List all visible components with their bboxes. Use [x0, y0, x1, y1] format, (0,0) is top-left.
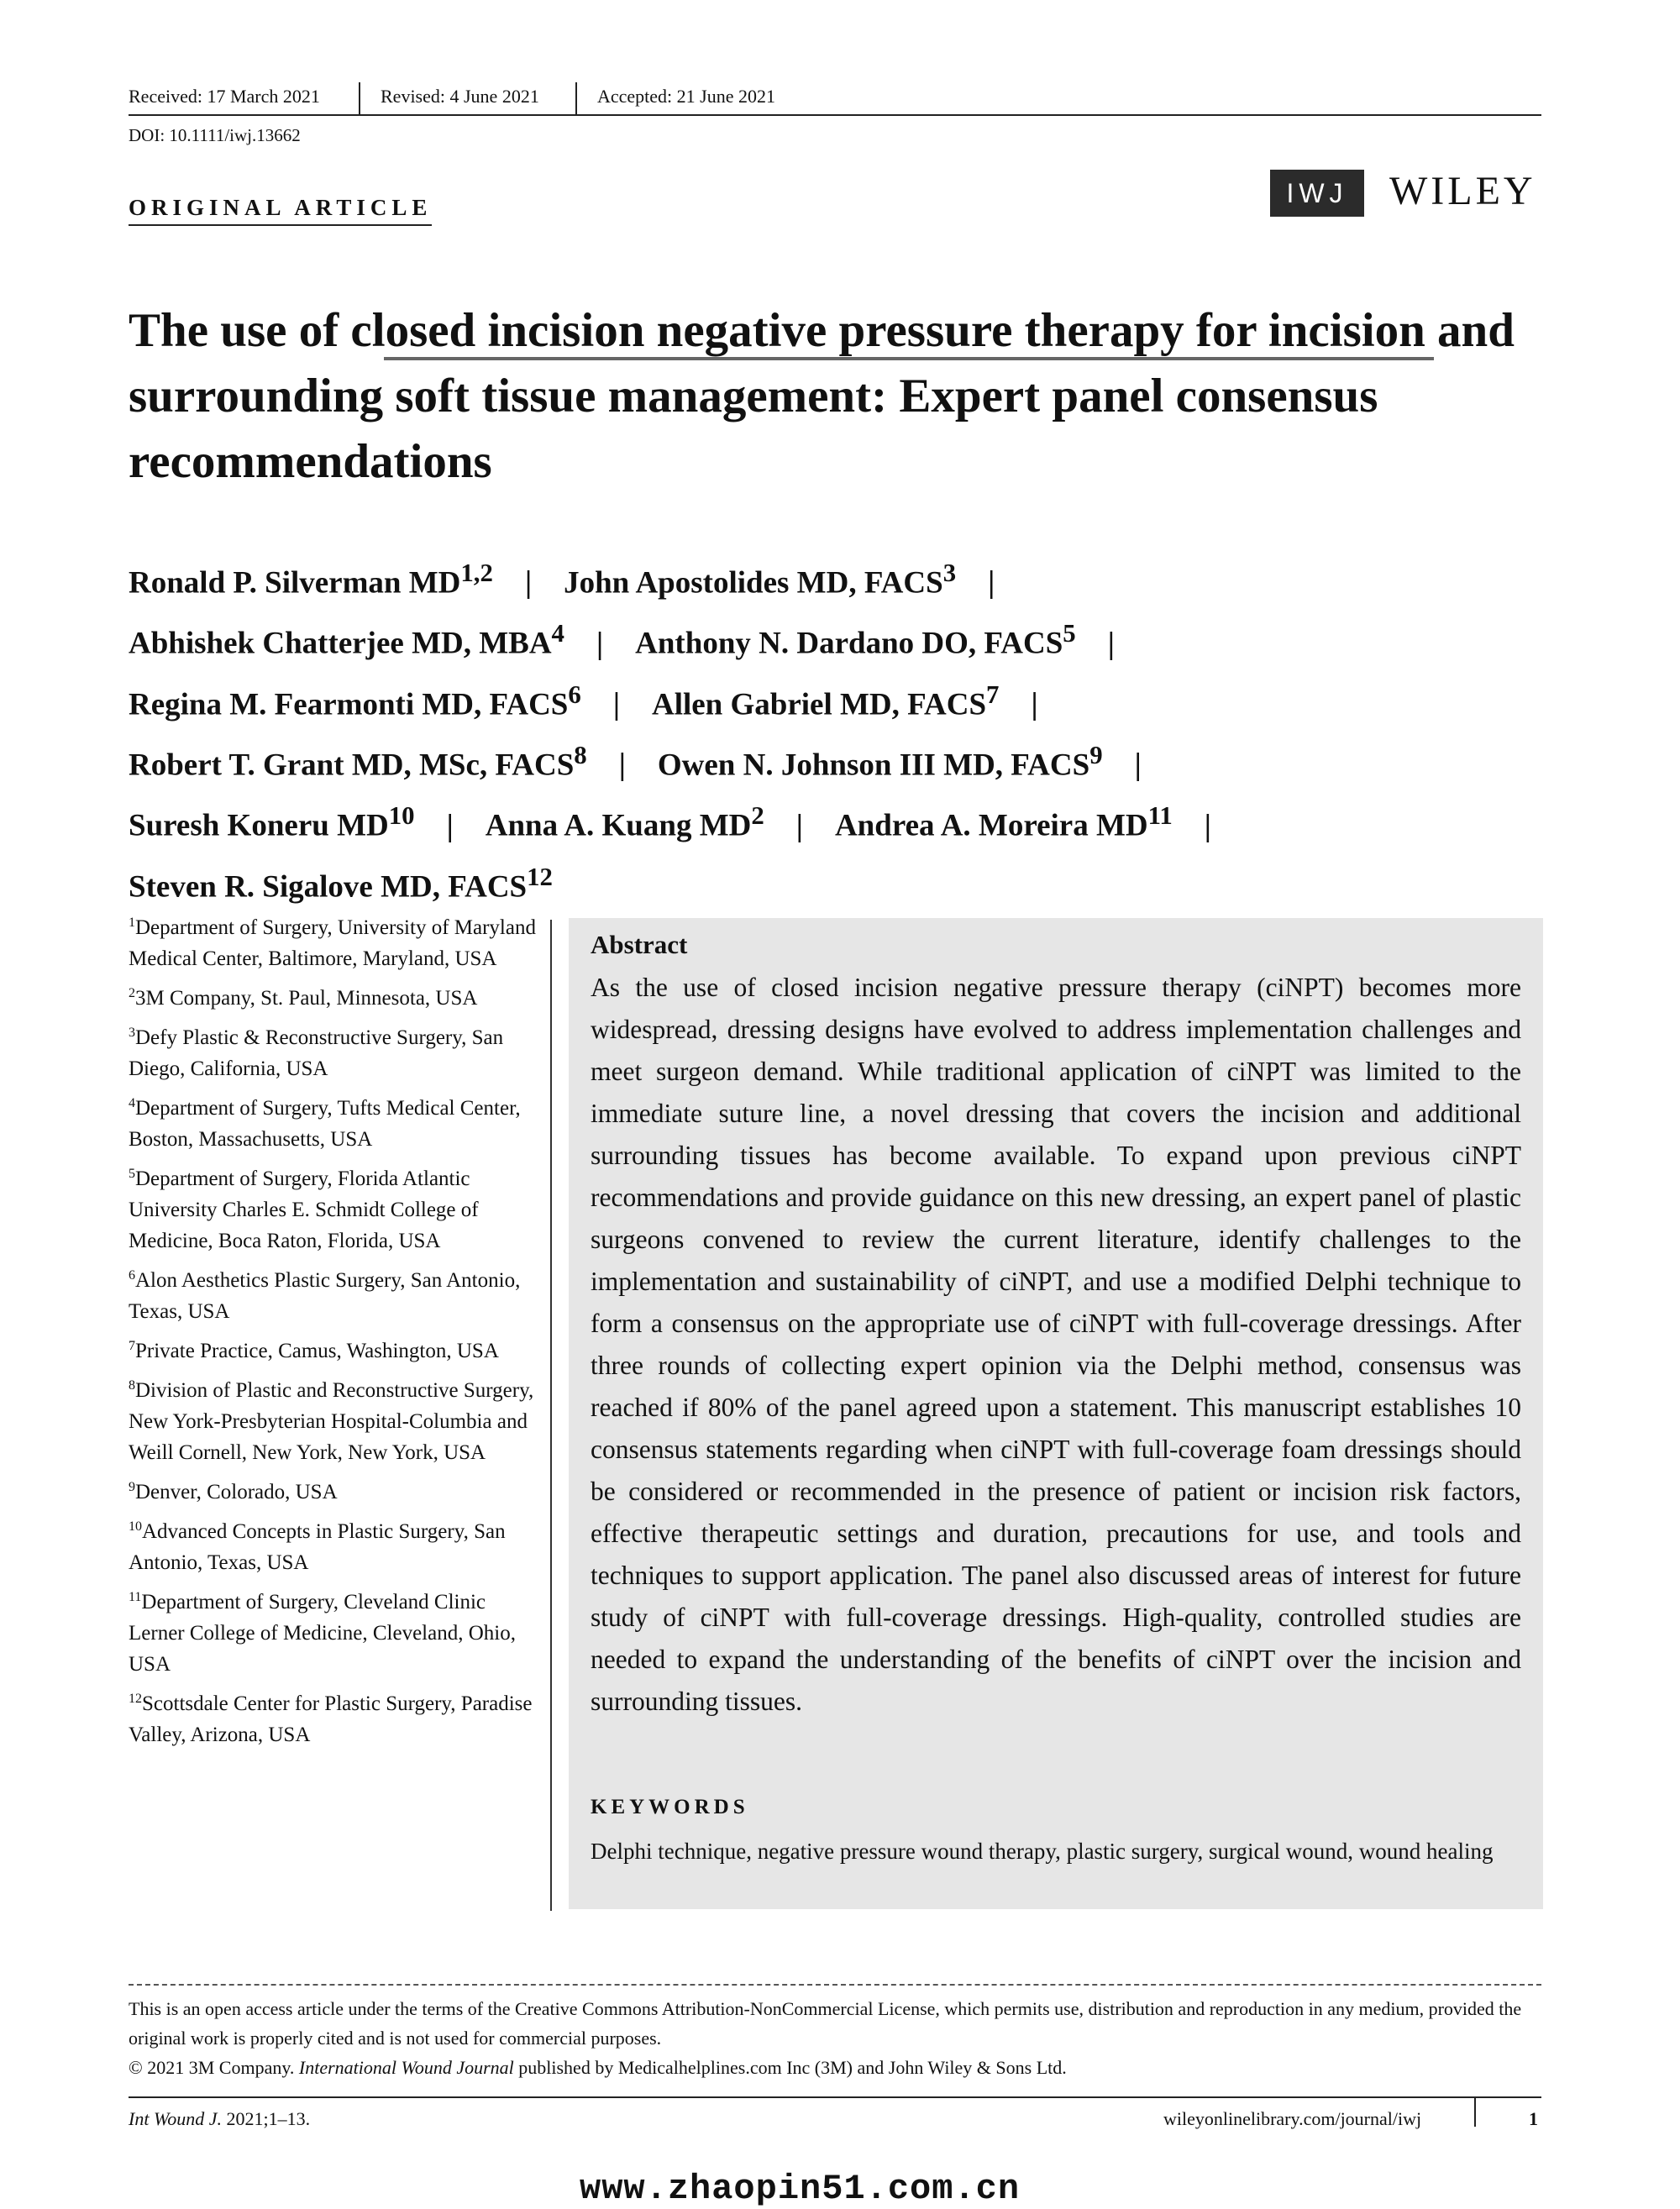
wiley-logo: WILEY [1389, 169, 1536, 213]
license-notice [129, 1994, 1541, 2082]
author-separator: | [1134, 748, 1142, 783]
footer-divider [1474, 2098, 1476, 2127]
author-affiliation-ref: 2 [751, 801, 764, 831]
author-name: Regina M. Fearmonti MD, FACS [129, 686, 569, 721]
author-separator: | [612, 686, 620, 721]
affiliation-number: 10 [129, 1519, 142, 1534]
author-separator: | [1031, 686, 1038, 721]
author-name: Anthony N. Dardano DO, FACS [635, 626, 1063, 661]
author-line [129, 608, 1557, 669]
article-title: The use of closed incision negative pressure therapy for incision and surrounding soft tissue management: Expert panel consensus recommendations [129, 304, 1515, 488]
author-separator: | [618, 748, 626, 783]
author-separator: | [524, 565, 533, 601]
affiliation-text: Advanced Concepts in Plastic Surgery, San Antonio, Texas, USA [129, 1520, 506, 1574]
author-separator: | [1107, 626, 1115, 661]
author-affiliation-ref: 1,2 [460, 559, 493, 587]
author-list [129, 548, 1557, 912]
author-separator: | [795, 808, 803, 843]
author-name: Owen N. Johnson III MD, FACS [657, 748, 1090, 783]
affiliation-text: Department of Surgery, Cleveland Clinic Lerner College of Medicine, Cleveland, Ohio, USA [129, 1591, 516, 1676]
history-divider [359, 82, 360, 114]
affiliation-number: 8 [129, 1378, 135, 1393]
affiliation-item [129, 1516, 540, 1578]
section-label: ORIGINAL ARTICLE [129, 193, 432, 226]
affiliation-text: Defy Plastic & Reconstructive Surgery, San Diego, California, USA [129, 1026, 504, 1080]
affiliation-number: 5 [129, 1167, 135, 1181]
received-date: Received: 17 March 2021 [129, 86, 320, 107]
author-line [129, 730, 1557, 790]
abstract-heading: Abstract [591, 930, 688, 959]
accepted-date: Accepted: 21 June 2021 [597, 86, 775, 107]
page-number: 1 [1529, 2108, 1538, 2129]
citation-years: 2021;1–13. [222, 2108, 311, 2129]
abstract-box [569, 918, 1543, 1909]
affiliation-number: 4 [129, 1096, 135, 1110]
license-text: This is an open access article under the terms of the Creative Commons Attribution-NonCommercial License, which permits use, distribution and reproduction in any medium, provided the original work is properly cited and is not used for commercial purposes. [129, 1998, 1522, 2049]
doi: DOI: 10.1111/iwj.13662 [129, 125, 301, 145]
author-line [129, 790, 1557, 851]
affiliation-text: Division of Plastic and Reconstructive Surgery, New York-Presbyterian Hospital-Columbia and Weill Cornell, New York, New York, USA [129, 1379, 534, 1464]
affiliation-number: 2 [129, 986, 135, 1000]
author-separator: | [1204, 808, 1211, 843]
affiliation-item [129, 1335, 540, 1367]
history-divider [575, 82, 577, 114]
author-affiliation-ref: 9 [1089, 740, 1103, 769]
article-history [129, 84, 1541, 116]
author-separator: | [988, 565, 995, 601]
iwj-logo: IWJ [1270, 170, 1364, 217]
author-name: Steven R. Sigalove MD, FACS [129, 868, 528, 904]
column-divider [550, 920, 552, 1911]
affiliation-item [129, 1265, 540, 1327]
affiliation-item [129, 1688, 540, 1750]
affiliation-number: 3 [129, 1026, 135, 1040]
author-separator: | [596, 626, 604, 661]
author-affiliation-ref: 3 [942, 559, 957, 587]
author-name: Ronald P. Silverman MD [129, 565, 461, 601]
copyright-suffix: published by Medicalhelplines.com Inc (3M) and John Wiley & Sons Ltd. [513, 2057, 1067, 2078]
keywords-list: Delphi technique, negative pressure wound therapy, plastic surgery, surgical wound, wound healing [591, 1839, 1494, 1864]
affiliation-item [129, 1093, 540, 1155]
affiliation-item [129, 1587, 540, 1680]
journal-abbrev: Int Wound J. [129, 2108, 223, 2129]
author-line [129, 852, 1557, 912]
author-affiliation-ref: 8 [574, 740, 587, 769]
author-affiliation-ref: 10 [388, 801, 415, 831]
footer-citation [129, 2107, 310, 2132]
affiliation-item [129, 912, 540, 974]
author-name: Allen Gabriel MD, FACS [651, 686, 987, 721]
affiliation-text: Department of Surgery, University of Maryland Medical Center, Baltimore, Maryland, USA [129, 916, 536, 970]
author-name: Robert T. Grant MD, MSc, FACS [129, 748, 575, 783]
affiliation-number: 12 [129, 1692, 142, 1706]
author-affiliation-ref: 4 [551, 619, 564, 648]
license-divider [129, 1984, 1541, 1986]
author-separator: | [446, 808, 454, 843]
affiliation-text: Scottsdale Center for Plastic Surgery, Paradise Valley, Arizona, USA [129, 1692, 533, 1746]
affiliation-item [129, 1163, 540, 1257]
title-highlight-underline [384, 357, 1434, 360]
affiliation-text: Department of Surgery, Florida Atlantic University Charles E. Schmidt College of Medicine, Boca Raton, Florida, USA [129, 1167, 479, 1252]
author-affiliation-ref: 7 [986, 679, 1000, 709]
affiliation-item [129, 1477, 540, 1508]
affiliation-number: 7 [129, 1339, 135, 1353]
affiliation-text: Denver, Colorado, USA [135, 1481, 338, 1503]
affiliation-number: 9 [129, 1480, 135, 1494]
author-affiliation-ref: 11 [1147, 801, 1173, 831]
copyright-prefix: © 2021 3M Company. [129, 2057, 299, 2078]
affiliation-list [129, 912, 540, 1759]
author-affiliation-ref: 6 [568, 679, 581, 709]
affiliation-text: Department of Surgery, Tufts Medical Center, Boston, Massachusetts, USA [129, 1097, 521, 1151]
watermark: www.zhaopin51.com.cn [580, 2169, 1021, 2209]
footer-rule [129, 2096, 1541, 2098]
author-line [129, 669, 1557, 730]
affiliation-text: Private Practice, Camus, Washington, USA [135, 1340, 499, 1362]
keywords-heading: KEYWORDS [591, 1796, 749, 1818]
journal-name: International Wound Journal [298, 2057, 514, 2078]
abstract-body: As the use of closed incision negative pressure therapy (ciNPT) becomes more widespread, dressing designs have evolved to address implementation challenges and meet surgeon demand. While traditional application of ciNPT was limited to the immediate suture line, a novel dressing that covers the incision and additional surrounding tissues has become available. To expand upon previous ciNPT recommendations and provide guidance on this new dressing, an expert panel of plastic surgeons convened to review the current literature, identify challenges to the implementation and sustainability of ciNPT, and use a modified Delphi technique to form a consensus on the appropriate use of ciNPT with full-coverage dressings. After three rounds of collecting expert opinion via the Delphi method, consensus was reached if 80% of the panel agreed upon a statement. This manuscript establishes 10 consensus statements regarding when ciNPT with full-coverage foam dressings should be considered or recommended in the presence of patient or incision risk factors, effective therapeutic settings and duration, precautions for use, and tools and techniques to support application. The panel also discussed areas of interest for future study of ciNPT with full-coverage dressings. High-quality, controlled studies are needed to expand the understanding of the benefits of ciNPT over the incision and surrounding tissues. [591, 973, 1521, 1716]
author-line [129, 548, 1557, 608]
revised-date: Revised: 4 June 2021 [381, 86, 539, 107]
author-name: Anna A. Kuang MD [485, 808, 752, 843]
copyright-line [129, 2053, 1541, 2082]
author-name: Abhishek Chatterjee MD, MBA [129, 626, 552, 661]
author-affiliation-ref: 12 [527, 862, 553, 891]
affiliation-number: 6 [129, 1268, 135, 1283]
affiliation-text: 3M Company, St. Paul, Minnesota, USA [135, 987, 478, 1010]
affiliation-item [129, 1375, 540, 1468]
affiliation-number: 1 [129, 916, 135, 930]
author-name: John Apostolides MD, FACS [564, 565, 943, 601]
affiliation-text: Alon Aesthetics Plastic Surgery, San Antonio, Texas, USA [129, 1269, 521, 1323]
affiliation-item [129, 1022, 540, 1084]
affiliation-number: 11 [129, 1590, 142, 1604]
journal-url[interactable]: wileyonlinelibrary.com/journal/iwj [1163, 2108, 1422, 2129]
author-affiliation-ref: 5 [1063, 619, 1076, 648]
author-name: Suresh Koneru MD [129, 808, 389, 843]
author-name: Andrea A. Moreira MD [834, 808, 1148, 843]
affiliation-item [129, 983, 540, 1014]
